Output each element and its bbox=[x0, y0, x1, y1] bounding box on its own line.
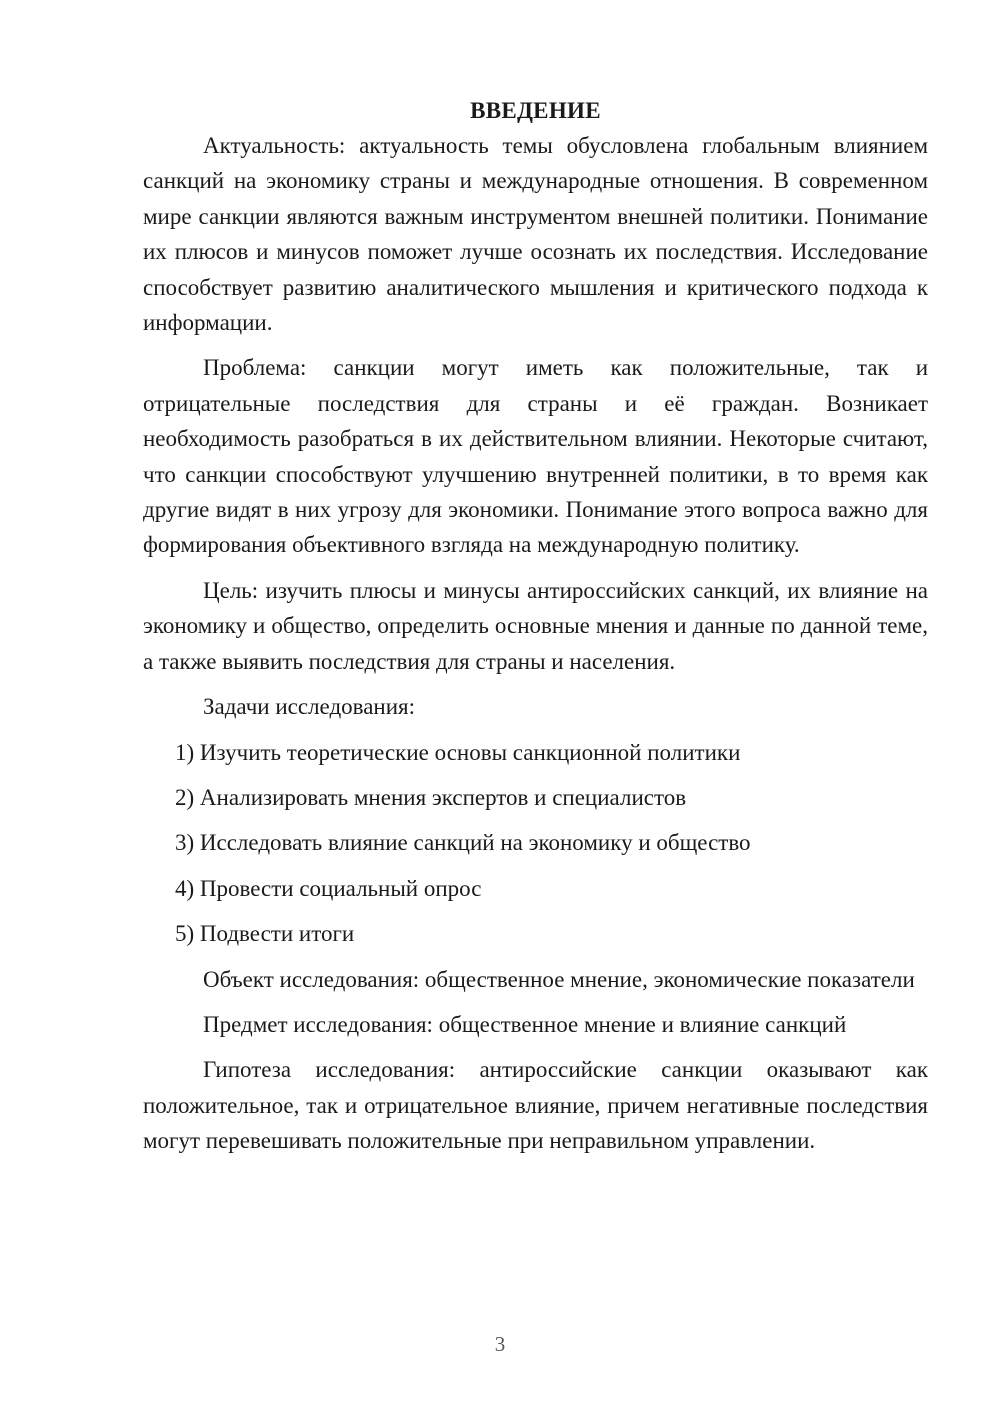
subject-paragraph: Предмет исследования: общественное мнение и влияние санкций bbox=[203, 1011, 847, 1037]
tasks-heading: Задачи исследования: bbox=[203, 694, 416, 720]
task-item: 3) Исследовать влияние санкций на экономику и общество bbox=[175, 830, 751, 856]
task-item: 1) Изучить теоретические основы санкционной политики bbox=[175, 739, 741, 765]
hypothesis-paragraph: Гипотеза исследования: антироссийские санкции оказывают как положительное, так и отрицательное влияние, причем негативные последствия могут перевешивать положительные при неправильном управлении. bbox=[143, 1057, 928, 1154]
page-number: 3 bbox=[494, 1332, 506, 1356]
goal-paragraph: Цель: изучить плюсы и минусы антироссийских санкций, их влияние на экономику и общество, определить основные мнения и данные по данной теме, а также выявить последствия для страны и населения. bbox=[143, 577, 928, 674]
page-title: ВВЕДЕНИЕ bbox=[470, 98, 601, 123]
problem-paragraph: Проблема: санкции могут иметь как положительные, так и отрицательные последствия для страны и её граждан. Возникает необходимость разобраться в их действительном влиянии. Некоторые считают, что санкции способствуют улучшению внутренней политики, в то время как другие видят в них угрозу для экономики. Понимание этого вопроса важно для формирования объективного взгляда на международную политику. bbox=[143, 355, 928, 558]
relevance-paragraph: Актуальность: актуальность темы обусловлена глобальным влиянием санкций на экономику страны и международные отношения. В современном мире санкции являются важным инструментом внешней политики. Понимание их плюсов и минусов поможет лучше осознать их последствия. Исследование способствует развитию аналитического мышления и критического подхода к информации. bbox=[143, 133, 928, 336]
task-item: 2) Анализировать мнения экспертов и специалистов bbox=[175, 784, 687, 810]
task-item: 5) Подвести итоги bbox=[175, 921, 355, 947]
task-item: 4) Провести социальный опрос bbox=[175, 875, 482, 901]
object-paragraph: Объект исследования: общественное мнение, экономические показатели bbox=[203, 966, 915, 992]
